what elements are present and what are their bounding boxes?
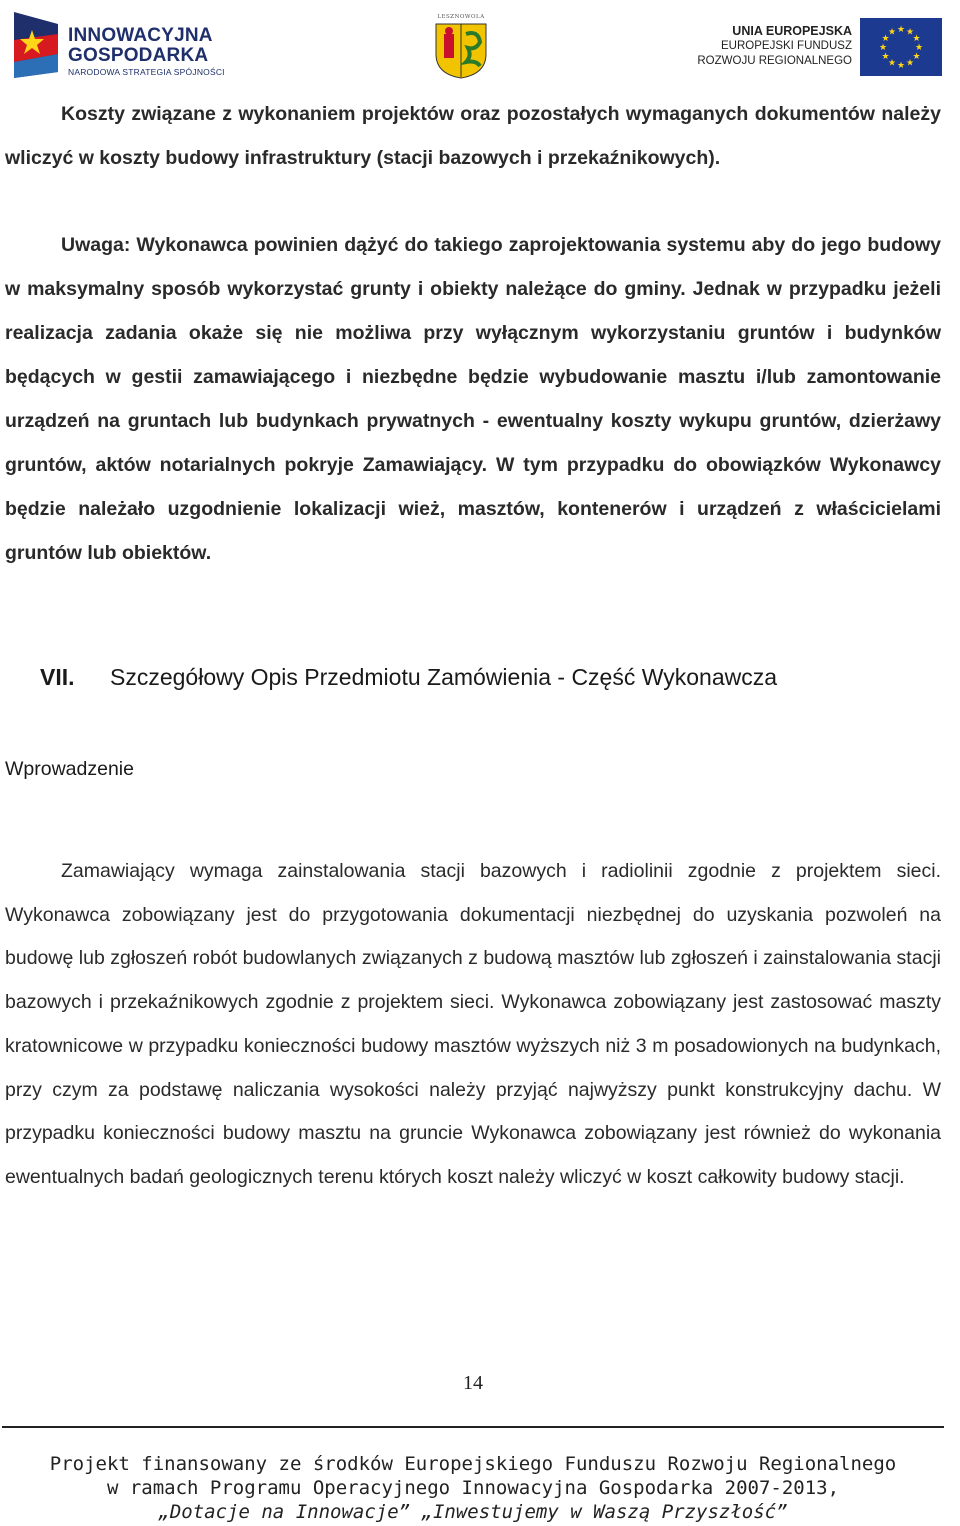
paragraph-note: Uwaga: Wykonawca powinien dążyć do takiego zaprojektowania systemu aby do jego budowy w maksymalny sposób wykorzystać grunty i obiekty należące do gminy. Jednak w przypadku jeżeli realizacja zadania okaże się nie możliwa przy wyłącznym wykorzystaniu gruntów i budynków będących w gestii zamawiającego i niezbędne będzie wybudowanie masztu i/lub zamontowanie urządzeń na gruntach lub budynkach prywatnych - ewentualny koszty wykupu gruntów, dzierżawy gruntów, aktów notarialnych pokryje Zamawiający. W tym przypadku do obowiązków Wykonawcy będzie należało uzgodnienie lokalizacji wież, masztów, kontenerów i urządzeń z właścicielami gruntów lub obiektów.: [5, 234, 941, 564]
footer-line2: w ramach Programu Operacyjnego Innowacyjna Gospodarka 2007-2013,: [106, 1477, 840, 1499]
ig-flag-icon: [8, 10, 64, 80]
ig-logo-line1: INNOWACYJNA: [68, 25, 213, 46]
footer-divider: [2, 1426, 944, 1428]
svg-text:★: ★: [905, 58, 915, 69]
eu-logo-line2: EUROPEJSKI FUNDUSZ: [721, 40, 852, 52]
body-text-lower: [5, 850, 941, 1200]
subheading: Wprowadzenie: [5, 758, 134, 780]
footer-funding-text: [0, 1452, 946, 1524]
body-text-upper: [5, 92, 941, 575]
paragraph-costs: Koszty związane z wykonaniem projektów oraz pozostałych wymaganych dokumentów należy wliczyć w koszty budowy infrastruktury (stacji bazowych i przekaźnikowych).: [5, 103, 941, 169]
section-title: Szczegółowy Opis Przedmiotu Zamówienia - Część Wykonawcza: [110, 664, 778, 690]
svg-text:★: ★: [905, 27, 915, 38]
crest-shield-icon: [432, 20, 490, 80]
innowacyjna-gospodarka-logo: [8, 10, 228, 80]
eu-fund-logo: [697, 18, 950, 80]
page-number: 14: [463, 1372, 483, 1394]
eu-flag-icon: [860, 18, 942, 76]
lesznowola-crest-logo: [430, 14, 492, 78]
svg-text:★: ★: [878, 43, 888, 53]
ig-logo-line2: GOSPODARKA: [68, 45, 209, 66]
svg-text:★: ★: [881, 52, 890, 62]
section-heading: [40, 664, 777, 691]
page-header: [0, 0, 960, 86]
svg-text:★: ★: [881, 34, 890, 44]
svg-text:★: ★: [912, 34, 921, 44]
svg-text:★: ★: [912, 52, 921, 62]
crest-name: LESZNOWOLA: [437, 14, 485, 20]
footer-line1: Projekt finansowany ze środków Europejskiego Funduszu Rozwoju Regionalnego: [49, 1453, 897, 1475]
svg-text:★: ★: [896, 61, 906, 71]
svg-text:★: ★: [887, 27, 897, 38]
svg-text:★: ★: [887, 58, 897, 69]
paragraph-intro: Zamawiający wymaga zainstalowania stacji bazowych i radiolinii zgodnie z projektem sieci. Wykonawca zobowiązany jest do przygotowania dokumentacji niezbędnej do uzyskania pozwoleń na budowę lub zgłoszeń robót budowlanych związanych z budową masztów lub zgłoszeń i zainstalowania stacji bazowych i przekaźnikowych zgodnie z projektem sieci. Wykonawca zobowiązany jest zastosować maszty kratownicowe w przypadku konieczności budowy masztów wyższych niż 3 m posadowionych na budynkach, przy czym za podstawę naliczania wysokości należy przyjąć najwyższy punkt konstrukcyjny dachu. W przypadku konieczności budowy masztu na gruncie Wykonawca zobowiązany jest również do wykonania ewentualnych badań geologicznych terenu których koszt należy wliczyć w koszt całkowity budowy stacji.: [5, 860, 941, 1188]
footer-line3: „Dotacje na Innowacje” „Inwestujemy w Waszą Przyszłość”: [158, 1501, 788, 1523]
eu-logo-line1: UNIA EUROPEJSKA: [732, 24, 852, 38]
section-number: VII.: [40, 664, 75, 690]
eu-logo-line3: ROZWOJU REGIONALNEGO: [697, 55, 852, 67]
ig-logo-line3: NARODOWA STRATEGIA SPÓJNOŚCI: [68, 67, 225, 77]
svg-text:★: ★: [896, 25, 906, 35]
svg-text:★: ★: [914, 43, 924, 53]
